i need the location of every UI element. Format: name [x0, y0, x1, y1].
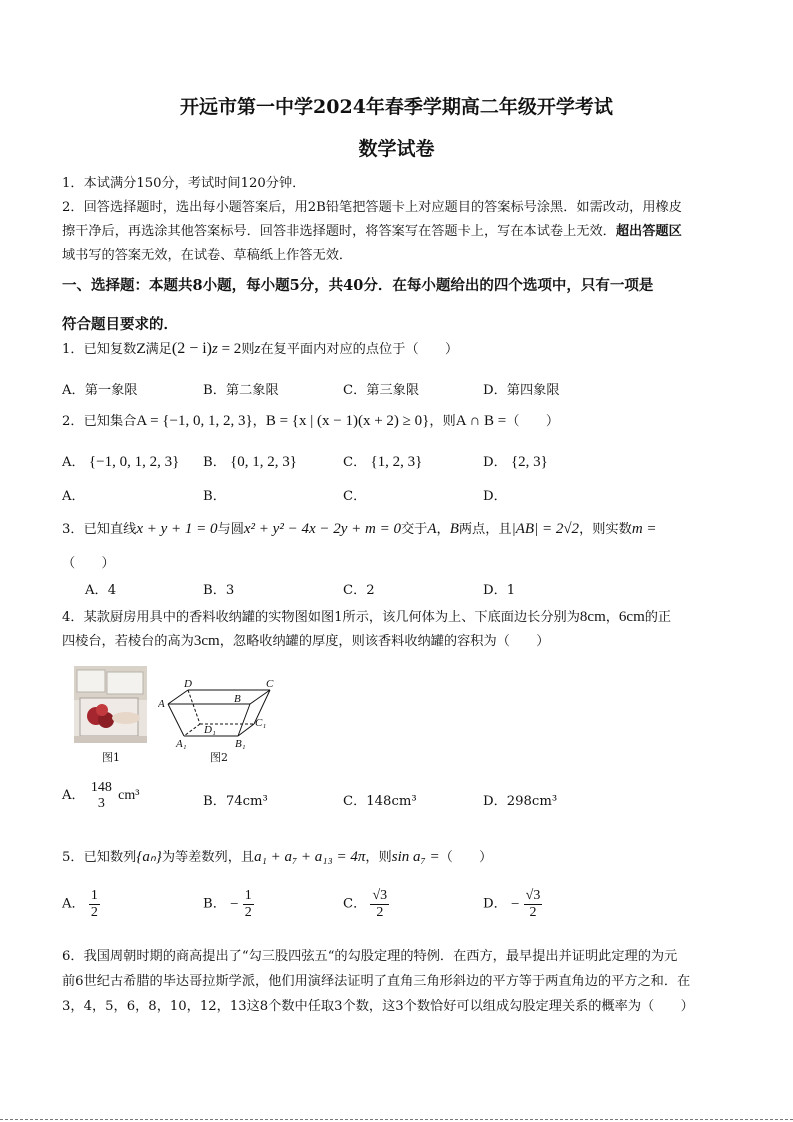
q5-option-a-label: A． — [62, 896, 85, 912]
q5-option-c-fraction — [370, 888, 389, 921]
note-1: 1．本试满分150分，考试时间120分钟． — [62, 176, 306, 191]
q2-option-d-label: D． — [483, 455, 507, 470]
q4-option-a-unit: cm³ — [118, 788, 140, 803]
q3-option-c: C．2 — [343, 583, 375, 598]
q1-option-c: C．第三象限 — [343, 383, 420, 398]
question-6-line2: 前6世纪古希腊的毕达哥拉斯学派，他们用演绎法证明了直角三角形斜边的平方等于两直角边的平方之和．在 — [62, 974, 691, 989]
q2-option-d — [483, 453, 548, 472]
q1-expr1: (2 − i) — [171, 340, 212, 357]
q1-option-a: A．第一象限 — [62, 383, 138, 398]
page-subtitle: 数学试卷 — [358, 138, 435, 160]
q2-mid: ，则 — [429, 414, 456, 429]
q5-option-a — [62, 888, 100, 921]
q2-option-c-label: C． — [343, 455, 367, 470]
q4-option-a-fraction — [89, 780, 114, 812]
q4-option-a-den: 3 — [97, 796, 105, 811]
q2-pre: 2．已知集合 — [62, 414, 137, 429]
q5-option-b — [203, 888, 254, 921]
q1-option-d: D．第四象限 — [483, 383, 560, 398]
q2-option-d-value: {2, 3} — [510, 454, 548, 470]
q3-pre: 3．已知直线 — [62, 522, 137, 537]
question-2 — [62, 412, 559, 431]
q3-mid3: 两点，且 — [458, 522, 512, 537]
note-4: 域书写的答案无效，在试卷、草稿纸上作答无效． — [62, 248, 353, 263]
q4-line2-pre: 四棱台，若棱台的高为 — [62, 634, 194, 649]
q5-option-c — [343, 888, 389, 921]
q5-mid: 为等差数列，且 — [161, 850, 255, 865]
spice-jar-photo — [74, 666, 147, 743]
q4-option-d: D．298cm³ — [483, 794, 558, 809]
q4-option-b: B．74cm³ — [203, 794, 268, 809]
frustum-diagram — [158, 676, 280, 750]
question-6-line3: 3，4，5，6，8，10，12，13这8个数中任取3个数，这3个数恰好可以组成勾股定理关系的概率为（ ） — [62, 999, 694, 1014]
q2-set-a: A = {−1, 0, 1, 2, 3} — [136, 413, 253, 429]
q5-option-d-den: 2 — [529, 905, 537, 920]
vertex-b: B — [234, 693, 241, 705]
q1-mid: 则 — [241, 342, 255, 357]
q4-line2-post: ，忽略收纳罐的厚度，则该香料收纳罐的容积为（ ） — [219, 634, 550, 649]
q4-v2: 6cm — [618, 609, 645, 625]
q5-eq: a₁ + a₇ + a₁₃ = 4π — [254, 849, 366, 865]
q2-post: （ ） — [506, 414, 560, 429]
q3-line: x + y + 1 = 0 — [136, 521, 218, 537]
q5-option-b-num: 1 — [244, 888, 252, 903]
q3-circle: x² + y² − 4x − 2y + m = 0 — [243, 521, 401, 537]
q2-option-a-label: A． — [62, 455, 85, 470]
q3-m: m = — [631, 521, 657, 537]
question-5 — [62, 848, 492, 867]
vertex-d1: D₁ — [204, 724, 216, 736]
q3-option-b: B．3 — [203, 583, 235, 598]
q2-extra-d: D． — [483, 489, 507, 504]
q2-option-c — [343, 453, 422, 472]
q4-line1-pre: 4．某款厨房用具中的香料收纳罐的实物图如图1所示，该几何体为上、下底面边长分别为 — [62, 610, 580, 625]
note-3 — [62, 223, 682, 241]
q3-mid4: ，则实数 — [579, 522, 632, 537]
q2-option-b-value: {0, 1, 2, 3} — [230, 454, 297, 470]
q2-option-c-value: {1, 2, 3} — [370, 454, 423, 470]
q4-option-a — [62, 780, 139, 812]
page-title: 开远市第一中学2024年春季学期高二年级开学考试 — [180, 96, 613, 118]
q5-option-c-num: √3 — [372, 888, 388, 903]
figure-2-caption: 图2 — [210, 751, 228, 764]
vertex-d: D — [184, 678, 192, 690]
q2-expr: A ∩ B = — [455, 413, 507, 429]
q5-seq: {aₙ} — [136, 849, 162, 865]
q2-option-a — [62, 453, 179, 472]
note-3-bold: 超出答题区 — [615, 224, 682, 239]
q3-mid1: 与圆 — [217, 522, 244, 537]
page-bottom-border — [0, 1119, 793, 1120]
q1-pre: 1．已知复数Z满足 — [62, 342, 172, 357]
q3-option-a: A．4 — [85, 583, 117, 598]
q3-comma: ， — [436, 522, 450, 537]
q5-option-b-label: B． — [203, 896, 226, 912]
q5-expr: sin a₇ = — [391, 849, 440, 865]
q2-set-b: B = {x | (x − 1)(x + 2) ≥ 0} — [265, 413, 430, 429]
question-4-line2 — [62, 632, 549, 651]
section-heading-line2: 符合题目要求的． — [62, 316, 178, 333]
q3-point-b: B — [449, 521, 459, 537]
question-3 — [62, 520, 657, 539]
figure-1-caption: 图1 — [102, 751, 120, 764]
q4-v3: 3cm — [193, 633, 220, 649]
q1-var1: z — [212, 341, 218, 357]
q5-option-d — [483, 888, 542, 921]
q5-mid2: ，则 — [365, 850, 392, 865]
q5-pre: 5．已知数列 — [62, 850, 137, 865]
q5-post: （ ） — [439, 850, 493, 865]
q4-option-a-label: A． — [62, 788, 85, 803]
q2-extra-a: A． — [62, 489, 85, 504]
q4-option-a-num: 148 — [90, 780, 112, 795]
q5-option-b-sign: − — [230, 896, 239, 913]
q5-option-d-fraction — [524, 888, 543, 921]
q5-option-b-den: 2 — [244, 905, 252, 920]
q5-option-c-den: 2 — [376, 905, 384, 920]
question-4-line1 — [62, 608, 671, 627]
q5-option-d-num: √3 — [525, 888, 541, 903]
q4-sep: ， — [605, 610, 619, 625]
q1-option-b: B．第二象限 — [203, 383, 279, 398]
q3-point-a: A — [427, 521, 437, 537]
q3-mid2: 交于 — [400, 522, 428, 537]
section-heading-line1: 一、选择题：本题共8小题，每小题5分，共40分．在每小题给出的四个选项中，只有一项是 — [62, 277, 654, 294]
q4-option-c: C．148cm³ — [343, 794, 417, 809]
q3-ab: |AB| = 2√2 — [511, 521, 580, 537]
question-1 — [62, 340, 458, 359]
vertex-a: A — [158, 698, 165, 710]
q5-option-d-label: D． — [483, 896, 507, 912]
q1-expr2: = 2 — [217, 341, 242, 357]
q2-option-a-value: {−1, 0, 1, 2, 3} — [88, 454, 180, 470]
q5-option-d-sign: − — [510, 896, 520, 913]
question-6-line1: 6．我国周朝时期的商高提出了“勾三股四弦五“的勾股定理的特例．在西方，最早提出并证明此定理的为元 — [62, 949, 678, 964]
q2-extra-c: C． — [343, 489, 367, 504]
vertex-c1: C₁ — [255, 717, 267, 729]
q4-v1: 8cm — [579, 609, 606, 625]
q5-option-c-label: C． — [343, 896, 367, 912]
q2-sep: ， — [252, 414, 266, 429]
q2-option-b — [203, 453, 297, 472]
q1-var2: z — [254, 341, 261, 357]
q2-extra-b: B． — [203, 489, 226, 504]
q4-line1-post: 的正 — [644, 610, 672, 625]
note-2: 2．回答选择题时，选出每小题答案后，用2B铅笔把答题卡上对应题目的答案标号涂黑．如需改动，用橡皮 — [62, 200, 682, 215]
q5-option-a-den: 2 — [90, 905, 98, 920]
q5-option-a-fraction — [89, 888, 100, 921]
q5-option-a-num: 1 — [90, 888, 98, 903]
vertex-b1: B₁ — [235, 738, 246, 750]
q2-option-b-label: B． — [203, 455, 226, 470]
vertex-a1: A₁ — [176, 738, 187, 750]
note-3-text: 擦干净后，再选涂其他答案标号．回答非选择题时，将答案写在答题卡上，写在本试卷上无效． — [62, 224, 616, 239]
q3-option-d: D．1 — [483, 583, 516, 598]
vertex-c: C — [266, 678, 274, 690]
q1-post: 在复平面内对应的点位于（ ） — [260, 342, 459, 357]
q3-paren: （ ） — [62, 556, 115, 571]
q5-option-b-fraction — [243, 888, 254, 921]
